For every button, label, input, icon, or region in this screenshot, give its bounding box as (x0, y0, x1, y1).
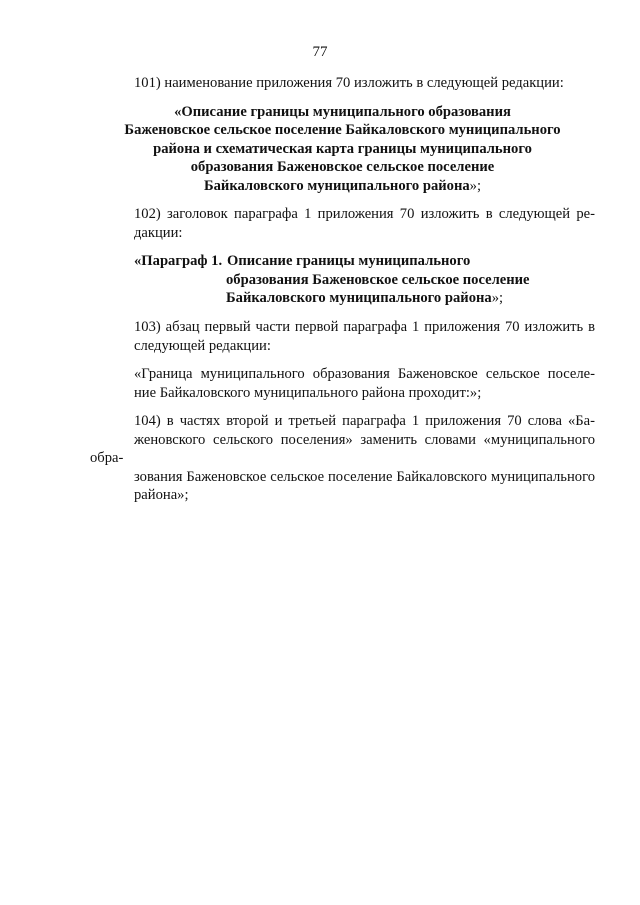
document-body (90, 74, 595, 515)
appendix-title-quote (90, 103, 595, 196)
appendix-title-line-4: образования Баженовское сельское поселение (190, 159, 495, 175)
item-103-line-2: следующей редакции: (134, 337, 271, 354)
item-104-line-2: женовского сельского поселения» заменить словами «муниципального обра- (90, 431, 595, 466)
item-101-text: 101) наименование приложения 70 изложить в следующей редакции: (134, 75, 564, 91)
item-104-line-4: района»; (134, 487, 189, 503)
appendix-title-line-5-wrap (90, 177, 595, 196)
quoted-paragraph-line-1: «Граница муниципального образования Баженовское сельское поселе- (134, 366, 595, 382)
quoted-paragraph-line-2: ние Байкаловского муниципального района проходит:»; (134, 384, 482, 401)
paragraph-heading-close: »; (491, 290, 504, 306)
appendix-title-line-1: «Описание границы муниципального образования (174, 103, 511, 120)
item-104 (90, 412, 595, 505)
item-104-line-1: 104) в частях второй и третьей параграфа 1 приложения 70 слова «Ба- (134, 413, 595, 429)
item-102-line-2: дакции: (134, 224, 183, 241)
item-101 (90, 74, 595, 93)
quoted-paragraph-103 (90, 365, 595, 402)
appendix-title-line-2: Баженовское сельское поселение Байкаловского муниципального (124, 122, 561, 138)
paragraph-heading-line-3: Байкаловского муниципального района (226, 290, 492, 306)
item-103-line-1: 103) абзац первый части первой параграфа 1 приложения 70 изложить в (134, 319, 595, 335)
item-102 (90, 205, 595, 242)
appendix-title-close: »; (469, 177, 482, 194)
item-102-line-1: 102) заголовок параграфа 1 приложения 70 изложить в следующей ре- (134, 206, 595, 222)
page-number: 77 (312, 44, 328, 60)
paragraph-heading-line-2: образования Баженовское сельское поселение (226, 271, 530, 288)
paragraph-heading-quote (90, 252, 595, 308)
paragraph-heading-line-1: Описание границы муниципального (227, 253, 471, 269)
appendix-title-line-5: Байкаловского муниципального района (203, 177, 470, 194)
item-103 (90, 318, 595, 355)
appendix-title-line-3: района и схематическая карта границы муниципального (153, 140, 532, 157)
paragraph-heading-line-3-wrap (226, 289, 503, 308)
paragraph-heading-lead: «Параграф 1. (134, 253, 223, 269)
item-104-line-3: зования Баженовское сельское поселение Байкаловского муниципального (134, 468, 595, 485)
